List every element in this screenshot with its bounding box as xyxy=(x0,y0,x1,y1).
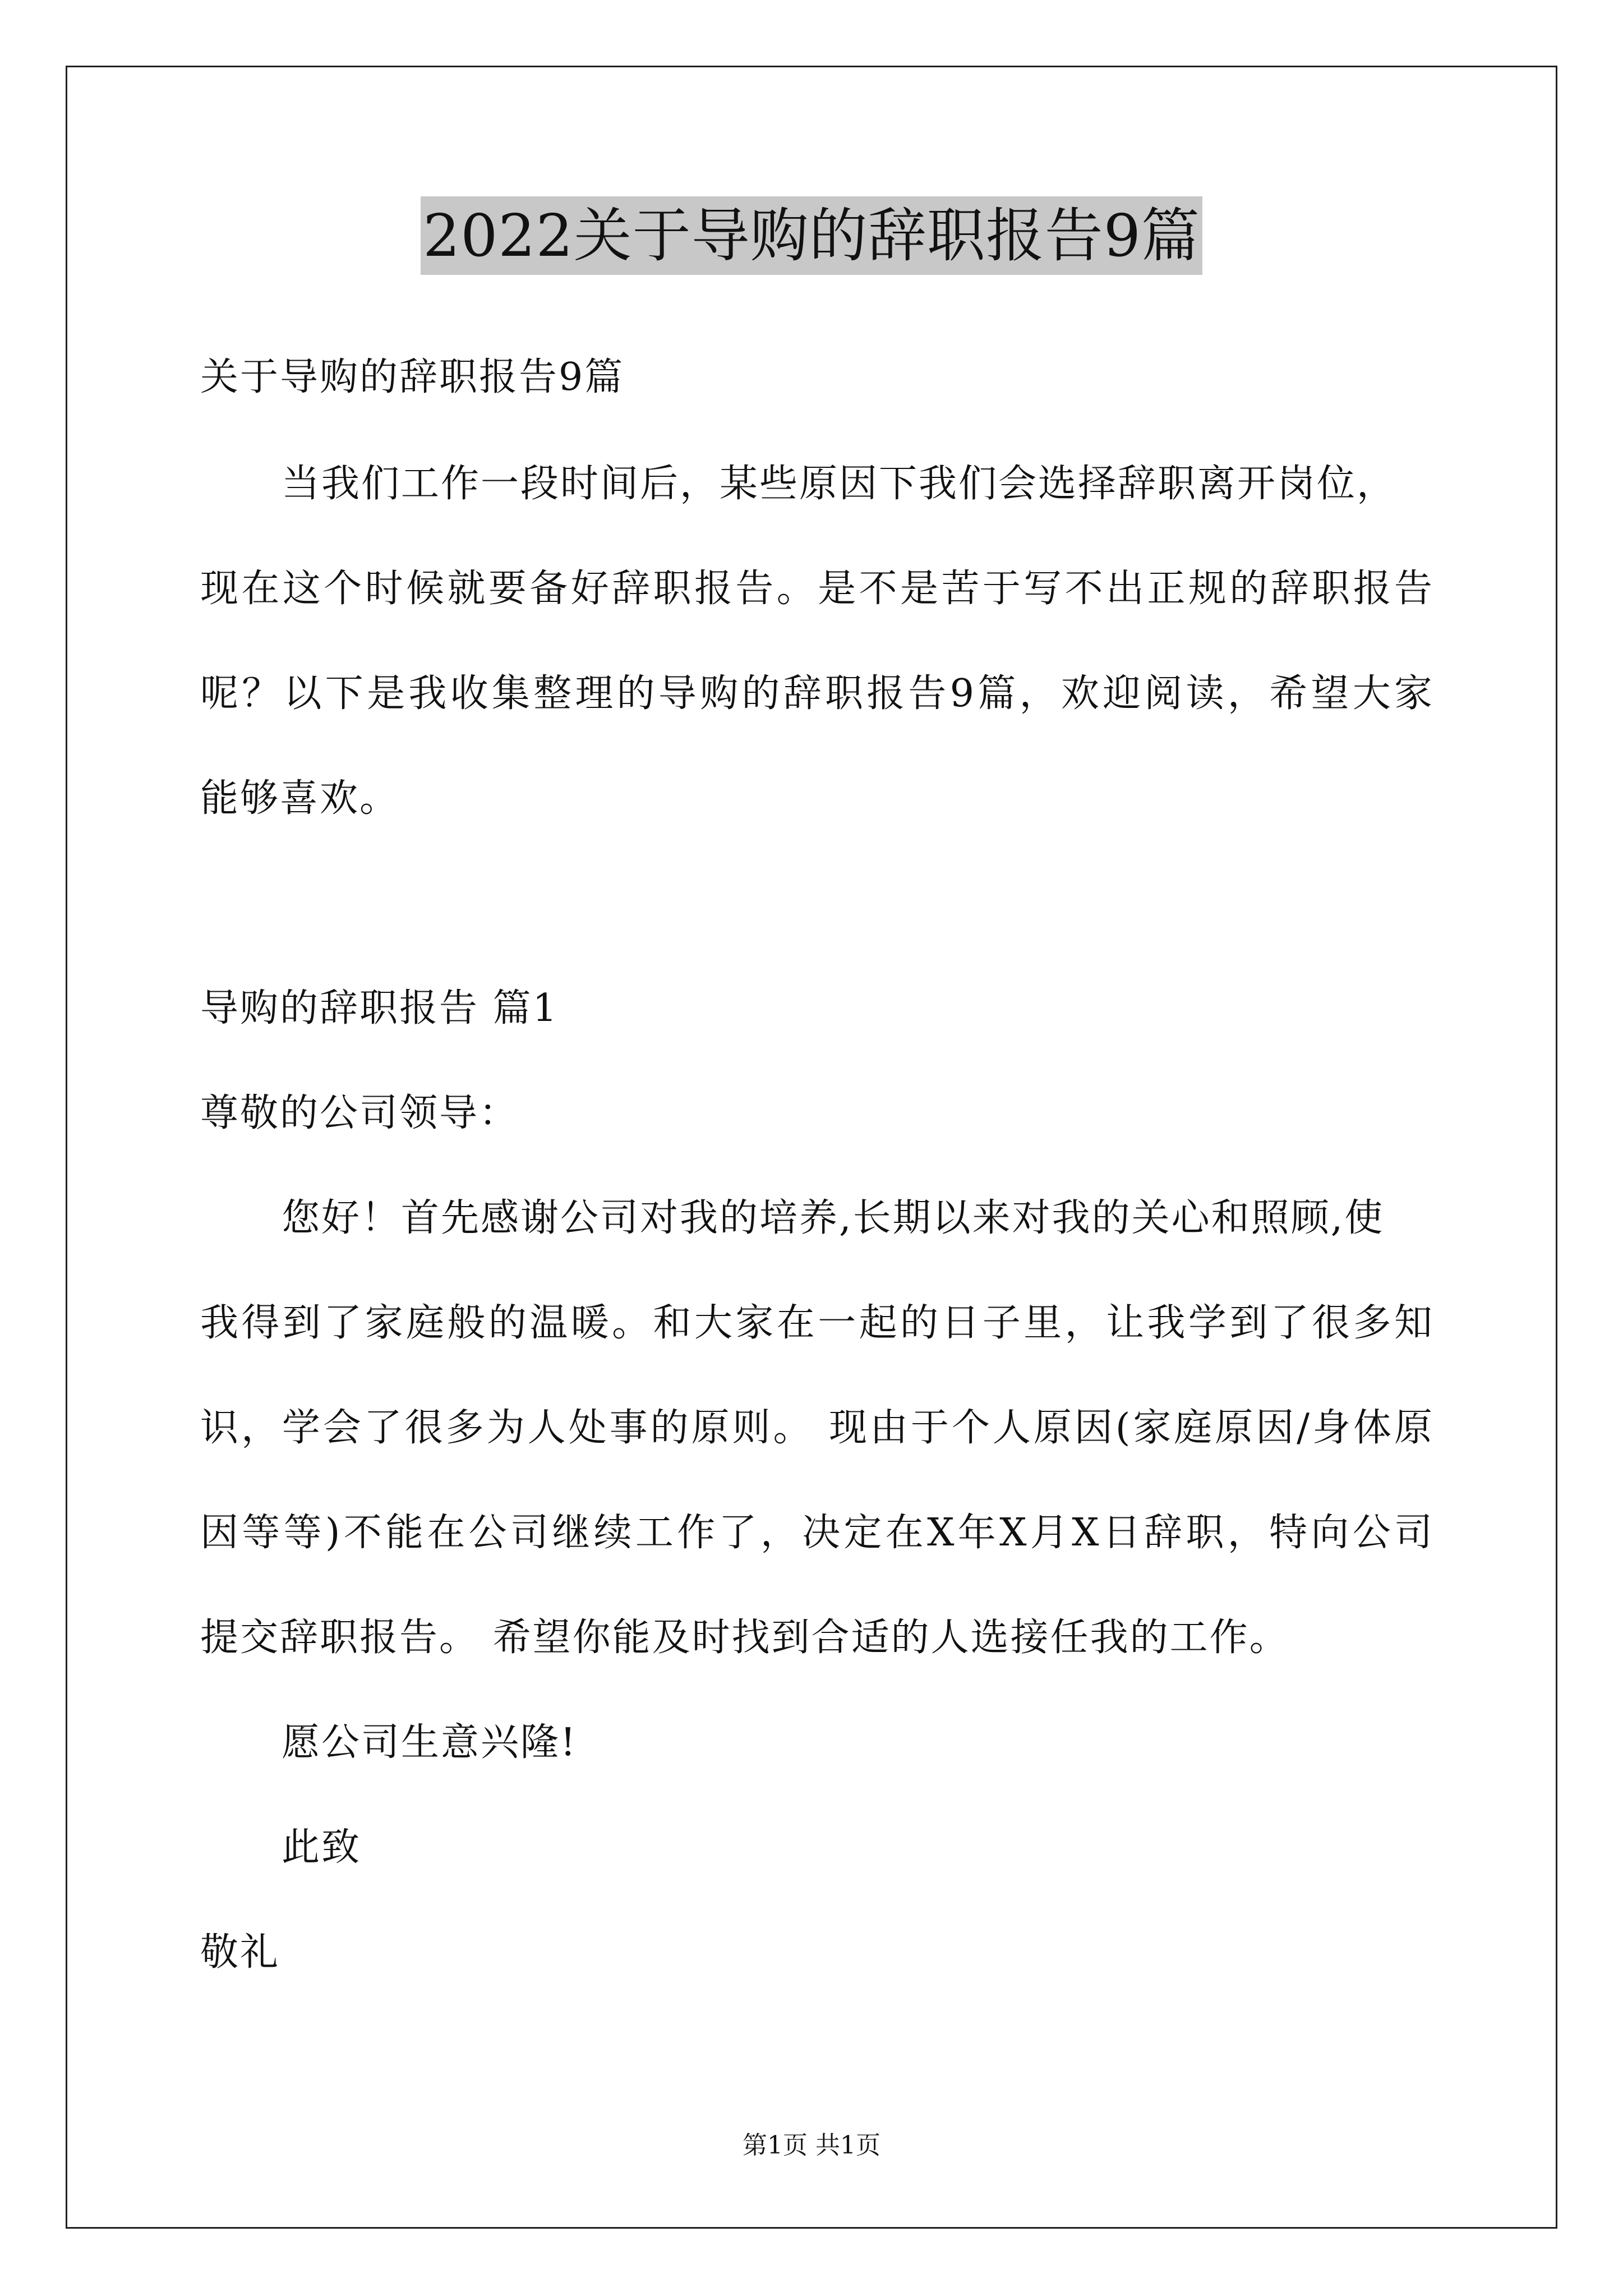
salutation: 尊敬的公司领导： xyxy=(200,1091,519,1135)
document-subtitle: 关于导购的辞职报告9篇 xyxy=(200,355,625,399)
body-line: 提交辞职报告。 希望你能及时找到合适的人选接任我的工作。 xyxy=(200,1616,1289,1660)
intro-line: 现在这个时候就要备好辞职报告。是不是苦于写不出正规的辞职报告 xyxy=(200,567,1434,611)
body-line: 我得到了家庭般的温暖。和大家在一起的日子里，让我学到了很多知 xyxy=(200,1301,1434,1345)
closing-line: 敬礼 xyxy=(200,1930,280,1975)
body-line: 识，学会了很多为人处事的原则。 现由于个人原因(家庭原因/身体原 xyxy=(200,1406,1434,1450)
body-line: 您好！首先感谢公司对我的培养,长期以来对我的关心和照顾,使 xyxy=(282,1196,1385,1240)
wish-line: 愿公司生意兴隆! xyxy=(282,1720,578,1765)
closing-line: 此致 xyxy=(282,1825,362,1870)
intro-line: 当我们工作一段时间后，某些原因下我们会选择辞职离开岗位， xyxy=(282,462,1397,506)
body-line: 因等等)不能在公司继续工作了，决定在X年X月X日辞职，特向公司 xyxy=(200,1511,1434,1555)
intro-line: 呢？以下是我收集整理的导购的辞职报告9篇，欢迎阅读，希望大家 xyxy=(200,671,1434,716)
section-heading: 导购的辞职报告 篇1 xyxy=(200,986,559,1030)
document-title: 2022关于导购的辞职报告9篇 xyxy=(421,196,1202,275)
intro-line: 能够喜欢。 xyxy=(200,776,400,821)
title-container xyxy=(0,196,1623,275)
page-footer: 第1页 共1页 xyxy=(743,2131,880,2160)
